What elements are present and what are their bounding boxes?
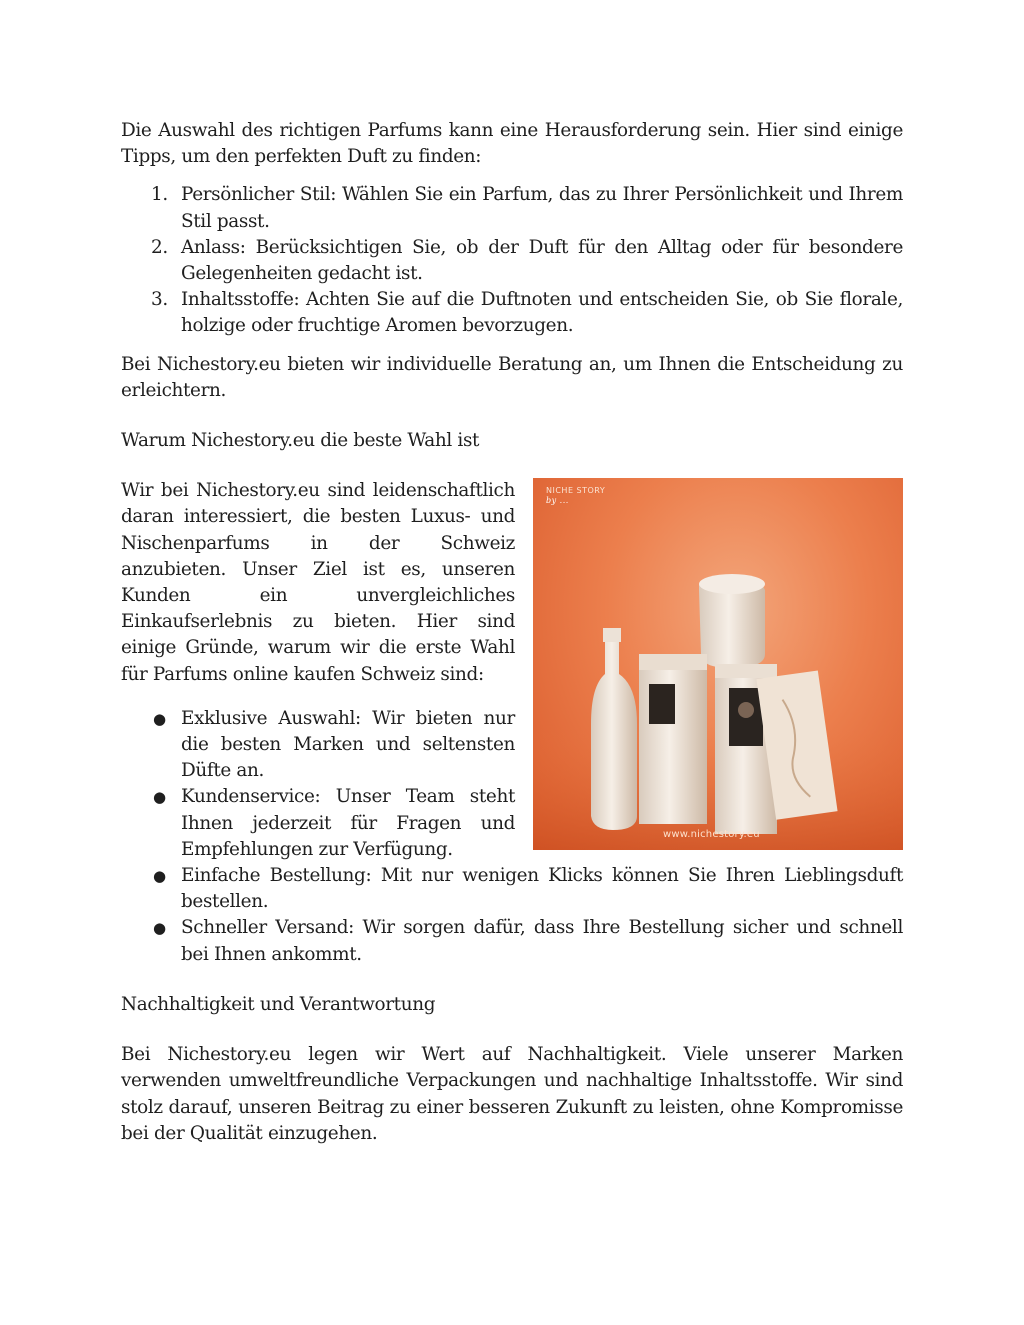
bullet-icon: ● bbox=[153, 867, 166, 886]
tips-list-item bbox=[121, 235, 903, 287]
list-number: 1. bbox=[151, 184, 168, 206]
list-item-text: Schneller Versand: Wir sorgen dafür, dass Ihre Bestellung sicher und schnell bei Ihnen ankommt. bbox=[181, 917, 903, 965]
list-item-text: Anlass: Berücksichtigen Sie, ob der Duft für den Alltag oder für besondere Gelegenheiten gedacht ist. bbox=[181, 236, 903, 285]
section-heading-sustainability: Nachhaltigkeit und Verantwortung bbox=[121, 993, 436, 1015]
list-item-text: Exklusive Auswahl: Wir bieten nur die besten Marken und seltensten Düfte an. bbox=[181, 707, 515, 782]
tips-list-item bbox=[121, 287, 903, 339]
reasons-list bbox=[121, 706, 903, 968]
tips-list bbox=[121, 182, 903, 339]
reasons-list-item bbox=[121, 706, 903, 785]
intro-paragraph: Die Auswahl des richtigen Parfums kann eine Herausforderung sein. Hier sind einige Tipps, um den perfekten Duft zu finden: bbox=[121, 120, 903, 168]
bullet-icon: ● bbox=[153, 919, 166, 938]
list-number: 2. bbox=[151, 236, 168, 258]
tips-list-item bbox=[121, 182, 903, 234]
sustainability-paragraph: Bei Nichestory.eu legen wir Wert auf Nachhaltigkeit. Viele unserer Marken verwenden umweltfreundliche Verpackungen und nachhaltige Inhaltsstoffe. Wir sind stolz darauf, unseren Beitrag zu einer besseren Zukunft zu leisten, ohne Kompromisse bei der Qualität einzugehen. bbox=[121, 1044, 903, 1144]
reasons-list-item bbox=[121, 784, 903, 863]
reasons-list-item bbox=[121, 915, 903, 967]
document-page bbox=[121, 118, 903, 1147]
list-item-text: Persönlicher Stil: Wählen Sie ein Parfum, das zu Ihrer Persönlichkeit und Ihrem Stil passt. bbox=[181, 184, 903, 232]
bullet-icon: ● bbox=[153, 709, 166, 728]
section-heading-why: Warum Nichestory.eu die beste Wahl ist bbox=[121, 430, 480, 452]
photo-brand-text bbox=[546, 486, 605, 506]
list-item-text: Inhaltsstoffe: Achten Sie auf die Duftnoten und entscheiden Sie, ob Sie florale, holzige oder fruchtige Aromen bevorzugen. bbox=[181, 289, 903, 337]
list-item-text: Einfache Bestellung: Mit nur wenigen Klicks können Sie Ihren Lieblingsduft bestellen. bbox=[181, 865, 903, 913]
photo-url-text: www.nichestory.eu bbox=[663, 829, 760, 841]
photo-brand-line: NICHE STORY bbox=[546, 486, 606, 496]
list-number: 3. bbox=[151, 289, 168, 311]
list-item-text: Kundenservice: Unser Team steht Ihnen jederzeit für Fragen und Empfehlungen zur Verfügung. bbox=[181, 786, 515, 860]
photo-brand-subline: by ... bbox=[546, 496, 569, 506]
bullet-icon: ● bbox=[153, 788, 166, 807]
reasons-list-item bbox=[121, 863, 903, 915]
advice-paragraph: Bei Nichestory.eu bieten wir individuelle Beratung an, um Ihnen die Entscheidung zu erleichtern. bbox=[121, 353, 903, 401]
why-paragraph: Wir bei Nichestory.eu sind leidenschaftlich daran interessiert, die besten Luxus- und Nischenparfums in der Schweiz anzubieten. Unser Ziel ist es, unseren Kunden ein unvergleichliches Einkaufserlebnis zu bieten. Hier sind einige Gründe, warum wir die erste Wahl für Parfums online kaufen Schweiz sind: bbox=[121, 480, 515, 685]
